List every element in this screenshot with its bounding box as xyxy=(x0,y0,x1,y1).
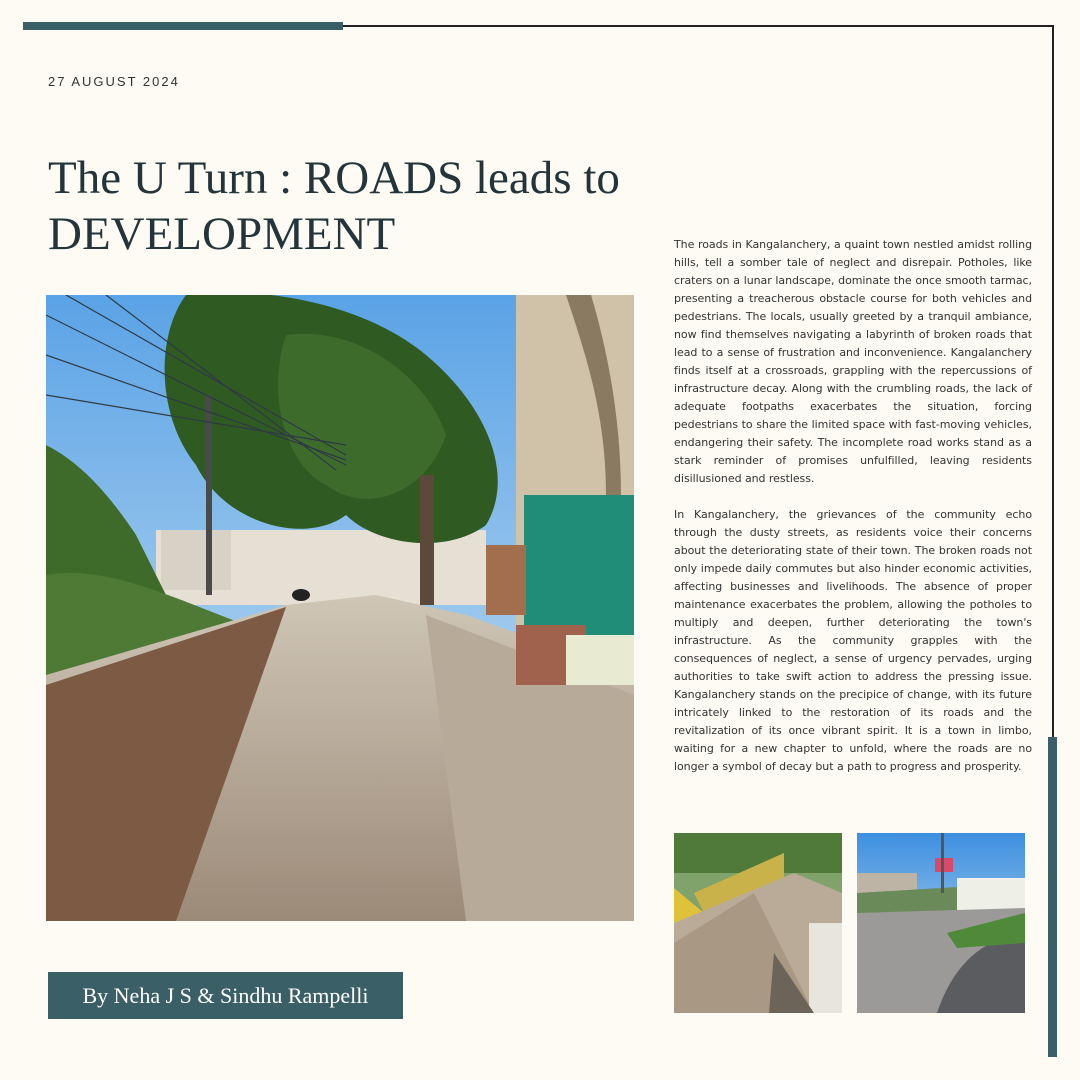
thumbnail-photo-wall-road xyxy=(674,833,842,1013)
top-accent-bar xyxy=(23,22,343,30)
article-title: The U Turn : ROADS leads to DEVELOPMENT xyxy=(48,152,620,260)
right-rule-line xyxy=(1052,25,1054,737)
main-road-photo xyxy=(46,295,634,921)
article-paragraph-2: In Kangalanchery, the grievances of the community echo through the dusty streets, as residents voice their concerns about the deteriorating state of their town. The broken roads not only impede daily commutes but also hinder economic activities, affecting businesses and livelihoods. The absence of proper maintenance exacerbates the problem, allowing the potholes to multiply and deepen, further deteriorating the town's infrastructure. As the community grapples with the consequences of neglect, a sense of urgency pervades, urging authorities to take swift action to address the pressing issue. Kangalanchery stands on the precipice of change, with its future intricately linked to the restoration of its roads and the revitalization of its once vibrant spirit. It is a town in limbo, waiting for a new chapter to unfold, where the roads are no longer a symbol of decay but a path to progress and prosperity. xyxy=(674,508,1032,773)
author-byline: By Neha J S & Sindhu Rampelli xyxy=(48,972,403,1019)
right-accent-bar xyxy=(1048,737,1057,1057)
article-date: 27 AUGUST 2024 xyxy=(48,74,180,89)
article-paragraph-1: The roads in Kangalanchery, a quaint town nestled amidst rolling hills, tell a somber tale of neglect and disrepair. Potholes, like craters on a lunar landscape, dominate the once smooth tarmac, presenting a treacherous obstacle course for both vehicles and pedestrians. The locals, usually greeted by a tranquil ambiance, now find themselves navigating a labyrinth of broken roads that lead to a sense of frustration and inconvenience. Kangalanchery finds itself at a crossroads, grappling with the repercussions of infrastructure decay. Along with the crumbling roads, the lack of adequate footpaths exacerbates the situation, forcing pedestrians to share the limited space with fast-moving vehicles, endangering their safety. The incomplete road works stand as a stark reminder of promises unfulfilled, leaving residents disillusioned and restless. xyxy=(674,238,1032,485)
article-body xyxy=(674,236,1032,794)
thumbnail-photo-gravel-road xyxy=(857,833,1025,1013)
top-rule-line xyxy=(343,25,1054,27)
